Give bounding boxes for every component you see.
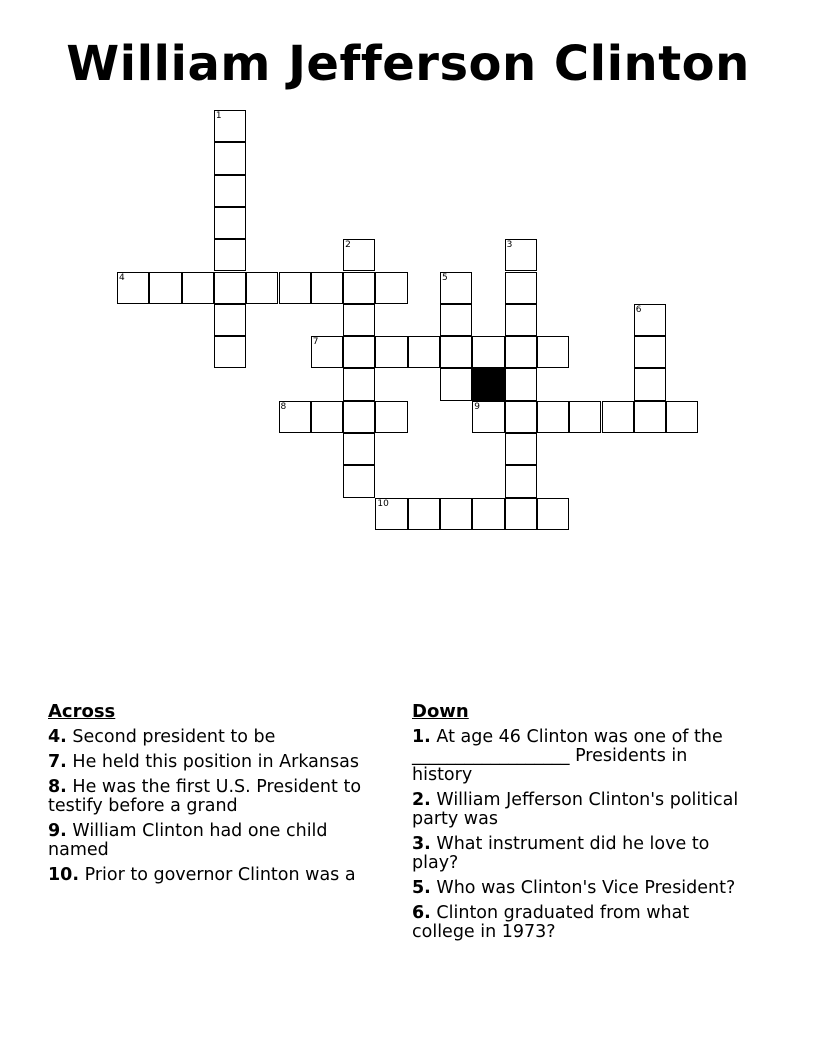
across-clue [48, 728, 388, 747]
grid-cell[interactable] [537, 336, 569, 368]
grid-cell[interactable] [375, 498, 407, 530]
grid-cell[interactable] [505, 498, 537, 530]
grid-cell[interactable] [666, 401, 698, 433]
grid-cell[interactable] [117, 272, 149, 304]
down-heading: Down [412, 701, 469, 722]
clue-text: What instrument did he love to play? [412, 834, 710, 873]
clue-number: 10. [48, 865, 80, 885]
puzzle-title: William Jefferson Clinton [66, 36, 750, 92]
grid-cell[interactable] [472, 401, 504, 433]
across-clue [48, 866, 388, 885]
clue-number-label: 3 [506, 240, 513, 251]
grid-cell[interactable] [634, 336, 666, 368]
clue-number-label: 7 [312, 337, 319, 348]
down-clues [412, 701, 752, 948]
grid-cell[interactable] [440, 498, 472, 530]
grid-cell[interactable] [311, 272, 343, 304]
clue-text: Clinton graduated from what college in 1973? [412, 903, 690, 942]
across-clue [48, 753, 388, 772]
grid-cell[interactable] [505, 304, 537, 336]
grid-cell[interactable] [569, 401, 601, 433]
grid-cell[interactable] [182, 272, 214, 304]
clue-number: 7. [48, 752, 67, 772]
grid-cell[interactable] [214, 175, 246, 207]
grid-cell[interactable] [375, 401, 407, 433]
grid-cell[interactable] [279, 272, 311, 304]
clue-text: He was the first U.S. President to testify before a grand [48, 777, 362, 816]
grid-cell[interactable] [311, 401, 343, 433]
clue-text: Who was Clinton's Vice President? [436, 878, 736, 898]
grid-cell[interactable] [440, 304, 472, 336]
grid-cell[interactable] [343, 336, 375, 368]
grid-cell[interactable] [149, 272, 181, 304]
clue-number: 2. [412, 790, 431, 810]
down-clue [412, 879, 752, 898]
grid-cell[interactable] [602, 401, 634, 433]
clue-text: At age 46 Clinton was one of the __________________ Presidents in history [412, 727, 723, 785]
grid-cell[interactable] [634, 304, 666, 336]
grid-cell[interactable] [505, 368, 537, 400]
grid-cell[interactable] [375, 272, 407, 304]
clue-number-label: 1 [215, 111, 222, 121]
grid-cell[interactable] [634, 401, 666, 433]
grid-cell[interactable] [408, 336, 440, 368]
grid-cell[interactable] [472, 498, 504, 530]
grid-cell[interactable] [343, 272, 375, 304]
grid-cell[interactable] [311, 336, 343, 368]
grid-cell[interactable] [279, 401, 311, 433]
clue-text: William Clinton had one child named [48, 821, 328, 860]
grid-cell[interactable] [375, 336, 407, 368]
grid-cell[interactable] [214, 304, 246, 336]
clue-number-label: 2 [345, 240, 351, 251]
grid-cell[interactable] [440, 272, 472, 304]
clue-number: 5. [412, 878, 431, 898]
grid-cell[interactable] [343, 465, 375, 497]
grid-cell[interactable] [505, 272, 537, 304]
grid-cell[interactable] [408, 498, 440, 530]
clue-number-label: 8 [280, 401, 287, 412]
grid-cell[interactable] [214, 142, 246, 174]
down-clue [412, 791, 752, 829]
clue-text: William Jefferson Clinton's political party was [412, 790, 739, 829]
across-clues [48, 701, 388, 891]
clue-number-label: 10 [377, 498, 389, 509]
grid-cell[interactable] [505, 433, 537, 465]
clue-text: Prior to governor Clinton was a [84, 865, 356, 885]
grid-cell[interactable] [214, 272, 246, 304]
grid-cell[interactable] [472, 336, 504, 368]
grid-cell[interactable] [537, 401, 569, 433]
clue-number-label: 5 [442, 272, 448, 283]
grid-cell[interactable] [343, 239, 375, 271]
clue-text: Second president to be [72, 727, 276, 747]
clue-number: 4. [48, 727, 67, 747]
across-clue [48, 822, 388, 860]
grid-cell[interactable] [505, 336, 537, 368]
grid-cell[interactable] [246, 272, 278, 304]
grid-cell[interactable] [214, 239, 246, 271]
clue-number-label: 6 [635, 304, 642, 315]
grid-cell[interactable] [440, 336, 472, 368]
grid-cell[interactable] [537, 498, 569, 530]
grid-cell[interactable] [343, 433, 375, 465]
clue-number: 6. [412, 903, 431, 923]
grid-cell[interactable] [505, 239, 537, 271]
across-heading: Across [48, 701, 116, 722]
grid-cell[interactable] [343, 401, 375, 433]
clue-text: He held this position in Arkansas [72, 752, 359, 772]
grid-cell[interactable] [343, 368, 375, 400]
grid-cell[interactable] [505, 465, 537, 497]
grid-cell[interactable] [343, 304, 375, 336]
across-clue [48, 778, 388, 816]
down-clue [412, 835, 752, 873]
down-clue [412, 904, 752, 942]
grid-cell[interactable] [214, 207, 246, 239]
clue-number-label: 9 [474, 401, 481, 412]
clue-number: 3. [412, 834, 431, 854]
grid-cell[interactable] [634, 368, 666, 400]
clue-number: 8. [48, 777, 67, 797]
grid-cell[interactable] [440, 368, 472, 400]
grid-cell[interactable] [505, 401, 537, 433]
clue-number: 1. [412, 727, 431, 747]
black-cell [472, 368, 504, 400]
clue-number-label: 4 [119, 272, 125, 283]
clue-number: 9. [48, 821, 67, 841]
grid-cell[interactable] [214, 336, 246, 368]
down-clue [412, 728, 752, 785]
grid-cell[interactable] [214, 110, 246, 142]
